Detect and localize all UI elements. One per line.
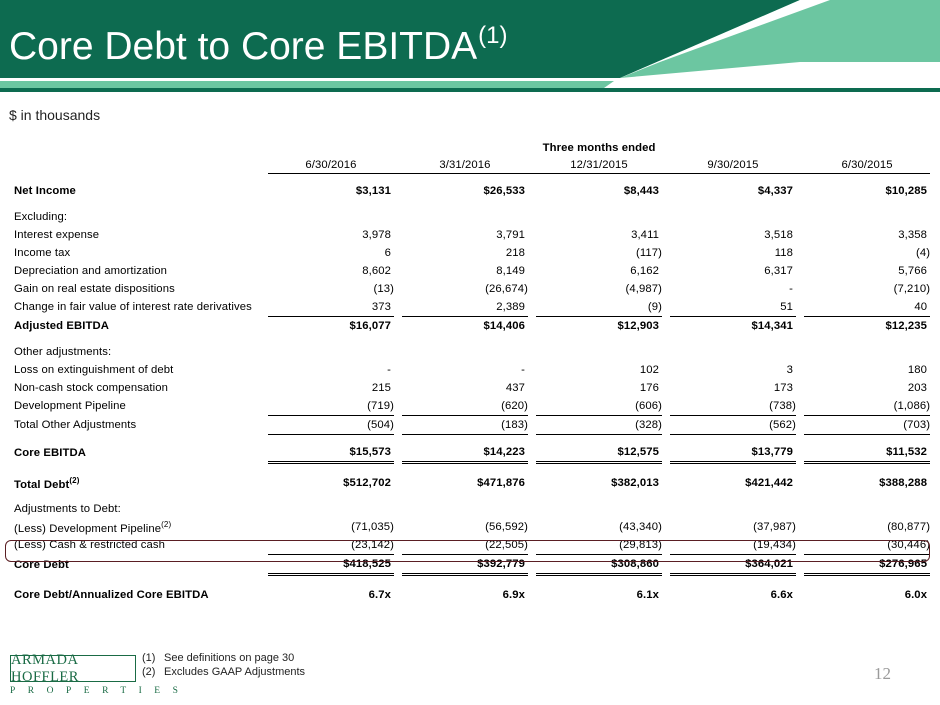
logo-wordmark: ARMADA HOFFLER: [10, 655, 136, 682]
cell-gap: [528, 182, 536, 200]
value-cell: [804, 500, 930, 518]
cell-gap: [796, 474, 804, 492]
table-row: [10, 280, 930, 298]
value-cell: (43,340): [619, 521, 662, 533]
table-row: [10, 262, 930, 280]
cell-gap: [394, 443, 402, 463]
title-banner: [0, 0, 940, 95]
row-label: Other adjustments:: [14, 346, 112, 358]
cell-gap: [796, 361, 804, 379]
cell-gap: [662, 208, 670, 226]
cell-gap: [394, 280, 402, 298]
spacer: [10, 575, 930, 587]
cell-gap: [394, 397, 402, 416]
spacer: [10, 463, 930, 475]
header-spacer: [662, 156, 670, 174]
cell-gap: [796, 182, 804, 200]
value-cell: 6.1x: [636, 589, 659, 601]
value-cell: 5,766: [898, 265, 928, 277]
value-cell: (1,086): [804, 397, 930, 416]
value-cell: 3,791: [496, 229, 525, 241]
row-label: Net Income: [14, 185, 76, 197]
cell-gap: [394, 244, 402, 262]
table-row: [10, 397, 930, 416]
value-cell: [670, 208, 796, 226]
value-cell: 40: [804, 298, 930, 317]
period-header: 6/30/2015: [804, 156, 930, 174]
value-cell: 6.9x: [502, 589, 525, 601]
cell-gap: [260, 500, 268, 518]
footnotes: [142, 651, 305, 679]
value-cell: $4,337: [757, 185, 793, 197]
table-row: [10, 298, 930, 317]
table-row: [10, 416, 930, 435]
value-cell: 180: [907, 364, 928, 376]
value-cell: 215: [371, 382, 391, 394]
value-cell: 6,162: [630, 265, 659, 277]
spacer-row: [10, 200, 930, 208]
value-cell: 218: [505, 247, 525, 259]
cell-gap: [796, 586, 804, 604]
row-label: Gain on real estate dispositions: [14, 283, 175, 295]
period-header-row: [10, 156, 930, 174]
cell-gap: [260, 443, 268, 463]
cell-gap: [662, 379, 670, 397]
value-cell: (504): [268, 416, 394, 435]
header-spacer: [10, 156, 260, 174]
value-cell: 3,411: [631, 229, 659, 241]
value-cell: $15,573: [268, 443, 394, 463]
cell-gap: [260, 182, 268, 200]
value-cell: $12,903: [617, 320, 659, 332]
cell-gap: [528, 317, 536, 336]
value-cell: [804, 208, 930, 226]
value-cell: $12,235: [885, 320, 928, 332]
value-cell: (29,813): [536, 536, 662, 555]
spacer-row: [10, 575, 930, 587]
value-cell: (13): [373, 283, 394, 295]
value-cell: [402, 208, 528, 226]
cell-gap: [394, 474, 402, 492]
row-label: Change in fair value of interest rate derivatives: [14, 301, 252, 314]
table-row: [10, 379, 930, 397]
value-cell: $512,702: [343, 477, 391, 489]
value-cell: $276,965: [804, 555, 930, 575]
cell-gap: [260, 361, 268, 379]
cell-gap: [796, 416, 804, 435]
value-cell: [268, 343, 394, 361]
cell-gap: [260, 280, 268, 298]
cell-gap: [394, 262, 402, 280]
cell-gap: [528, 298, 536, 317]
value-cell: $388,288: [879, 477, 928, 489]
period-header: 3/31/2016: [402, 156, 528, 174]
value-cell: (738): [670, 397, 796, 416]
value-cell: 3: [786, 364, 793, 376]
table-row: [10, 317, 930, 336]
value-cell: 437: [505, 382, 525, 394]
cell-gap: [796, 226, 804, 244]
value-cell: $16,077: [349, 320, 391, 332]
row-label: Income tax: [14, 247, 71, 259]
cell-gap: [394, 379, 402, 397]
row-label: Depreciation and amortization: [14, 265, 167, 277]
footnote-1: (1) See definitions on page 30: [142, 652, 295, 664]
value-cell: [268, 208, 394, 226]
header-spacer: [528, 156, 536, 174]
cell-gap: [528, 586, 536, 604]
value-cell: [670, 343, 796, 361]
value-cell: $308,860: [536, 555, 662, 575]
value-cell: 6.0x: [904, 589, 928, 601]
cell-gap: [662, 262, 670, 280]
value-cell: (22,505): [402, 536, 528, 555]
value-cell: $14,223: [402, 443, 528, 463]
value-cell: 51: [670, 298, 796, 317]
value-cell: 3,518: [764, 229, 793, 241]
cell-gap: [260, 226, 268, 244]
cell-gap: [528, 474, 536, 492]
value-cell: 6,317: [764, 265, 793, 277]
value-cell: (71,035): [351, 521, 394, 533]
value-cell: 118: [774, 247, 793, 259]
cell-gap: [662, 343, 670, 361]
value-cell: [536, 500, 662, 518]
cell-gap: [528, 500, 536, 518]
cell-gap: [528, 361, 536, 379]
value-cell: 373: [268, 298, 394, 317]
cell-gap: [394, 518, 402, 536]
cell-gap: [528, 343, 536, 361]
value-cell: -: [789, 283, 793, 295]
cell-gap: [662, 182, 670, 200]
cell-gap: [662, 361, 670, 379]
cell-gap: [662, 474, 670, 492]
page-title: Core Debt to Core EBITDA$^{(1)}$: [9, 22, 508, 68]
value-cell: (56,592): [485, 521, 528, 533]
cell-gap: [796, 208, 804, 226]
cell-gap: [528, 244, 536, 262]
cell-gap: [394, 182, 402, 200]
value-cell: $11,532: [804, 443, 930, 463]
value-cell: (9): [536, 298, 662, 317]
cell-gap: [394, 500, 402, 518]
period-header: 12/31/2015: [536, 156, 662, 174]
cell-gap: [796, 280, 804, 298]
cell-gap: [796, 262, 804, 280]
value-cell: [402, 500, 528, 518]
cell-gap: [796, 518, 804, 536]
value-cell: $14,406: [483, 320, 525, 332]
cell-gap: [260, 317, 268, 336]
value-cell: (703): [804, 416, 930, 435]
row-label: (Less) Development Pipeline$^{(2)}$: [14, 519, 172, 535]
cell-gap: [796, 379, 804, 397]
cell-gap: [796, 443, 804, 463]
cell-gap: [796, 500, 804, 518]
footnote-ref: (2): [161, 519, 172, 529]
value-cell: (80,877): [887, 521, 931, 533]
value-cell: $364,021: [670, 555, 796, 575]
value-cell: (4): [915, 247, 931, 259]
header-spacer: [394, 156, 402, 174]
value-cell: (183): [402, 416, 528, 435]
cell-gap: [260, 244, 268, 262]
period-group-header: [10, 140, 930, 156]
header-spacer: [260, 156, 268, 174]
title-footnote-ref: (1): [478, 22, 508, 49]
table-row: [10, 586, 930, 604]
value-cell: (19,434): [670, 536, 796, 555]
cell-gap: [796, 343, 804, 361]
cell-gap: [662, 397, 670, 416]
period-group-label: Three months ended: [542, 142, 656, 154]
table-row: [10, 182, 930, 200]
table-row: [10, 343, 930, 361]
row-label: Core Debt/Annualized Core EBITDA: [14, 589, 209, 601]
cell-gap: [394, 317, 402, 336]
value-cell: $471,876: [477, 477, 525, 489]
value-cell: 6.6x: [770, 589, 793, 601]
header-spacer: [10, 140, 260, 156]
table-row: [10, 443, 930, 463]
value-cell: (562): [670, 416, 796, 435]
row-label: Total Other Adjustments: [14, 419, 137, 431]
value-cell: $382,013: [611, 477, 659, 489]
value-cell: 203: [907, 382, 928, 394]
cell-gap: [260, 298, 268, 317]
cell-gap: [394, 343, 402, 361]
value-cell: (7,210): [893, 283, 931, 295]
value-cell: 6: [384, 247, 391, 259]
value-cell: 3,358: [898, 229, 928, 241]
cell-gap: [528, 397, 536, 416]
cell-gap: [662, 416, 670, 435]
value-cell: 6.7x: [368, 589, 391, 601]
row-label: Non-cash stock compensation: [14, 382, 169, 394]
table-row: [10, 474, 930, 492]
value-cell: $10,285: [885, 185, 928, 197]
value-cell: [402, 343, 528, 361]
cell-gap: [528, 262, 536, 280]
value-cell: [804, 343, 930, 361]
spacer: [10, 200, 930, 208]
cell-gap: [528, 416, 536, 435]
cell-gap: [260, 397, 268, 416]
financial-table: [10, 140, 930, 604]
value-cell: 3,978: [362, 229, 391, 241]
cell-gap: [796, 244, 804, 262]
value-cell: (37,987): [753, 521, 796, 533]
cell-gap: [528, 379, 536, 397]
value-cell: (719): [268, 397, 394, 416]
row-label: Loss on extinguishment of debt: [14, 364, 174, 376]
footnote-ref: (2): [69, 475, 80, 485]
value-cell: $26,533: [483, 185, 525, 197]
value-cell: 2,389: [402, 298, 528, 317]
units-label: $ in thousands: [9, 107, 101, 123]
row-label: Total Debt$^{(2)}$: [14, 475, 80, 491]
cell-gap: [260, 518, 268, 536]
cell-gap: [260, 379, 268, 397]
ratio-highlight-box: [5, 540, 930, 562]
value-cell: (23,142): [268, 536, 394, 555]
row-label: (Less) Cash & restricted cash: [14, 539, 166, 552]
table-row: [10, 500, 930, 518]
table-row: [10, 244, 930, 262]
value-cell: -: [521, 364, 525, 376]
cell-gap: [394, 226, 402, 244]
cell-gap: [662, 586, 670, 604]
cell-gap: [796, 317, 804, 336]
cell-gap: [796, 397, 804, 416]
cell-gap: [260, 343, 268, 361]
value-cell: 8,149: [496, 265, 525, 277]
spacer-row: [10, 335, 930, 343]
cell-gap: [260, 416, 268, 435]
period-header: 6/30/2016: [268, 156, 394, 174]
value-cell: $392,779: [402, 555, 528, 575]
value-cell: [536, 343, 662, 361]
spacer: [10, 435, 930, 444]
cell-gap: [662, 518, 670, 536]
header-spacer: [260, 140, 268, 156]
value-cell: $8,443: [623, 185, 659, 197]
table-row: [10, 208, 930, 226]
value-cell: (620): [402, 397, 528, 416]
cell-gap: [662, 298, 670, 317]
cell-gap: [394, 586, 402, 604]
value-cell: $13,779: [670, 443, 796, 463]
header-spacer: [796, 156, 804, 174]
row-label: Interest expense: [14, 229, 100, 241]
value-cell: 8,602: [362, 265, 391, 277]
value-cell: [268, 500, 394, 518]
value-cell: (606): [536, 397, 662, 416]
value-cell: $3,131: [355, 185, 391, 197]
value-cell: (117): [635, 247, 662, 259]
value-cell: [536, 208, 662, 226]
table-row: [10, 361, 930, 379]
cell-gap: [528, 280, 536, 298]
value-cell: (4,987): [625, 283, 662, 295]
cell-gap: [796, 298, 804, 317]
value-cell: [670, 500, 796, 518]
spacer-row: [10, 463, 930, 475]
cell-gap: [662, 280, 670, 298]
spacer-row: [10, 174, 930, 183]
cell-gap: [260, 208, 268, 226]
value-cell: $12,575: [536, 443, 662, 463]
cell-gap: [662, 244, 670, 262]
row-label: Core Debt: [14, 558, 69, 571]
value-cell: 102: [639, 364, 659, 376]
row-label: Core EBITDA: [14, 446, 87, 459]
cell-gap: [394, 416, 402, 435]
cell-gap: [260, 586, 268, 604]
period-header: 9/30/2015: [670, 156, 796, 174]
row-label: Adjustments to Debt:: [14, 503, 121, 515]
logo-subtitle: PROPERTIES: [10, 686, 191, 696]
cell-gap: [260, 474, 268, 492]
page-number: 12: [874, 664, 891, 683]
cell-gap: [528, 443, 536, 463]
value-cell: $421,442: [745, 477, 793, 489]
spacer: [10, 492, 930, 500]
cell-gap: [394, 208, 402, 226]
cell-gap: [662, 226, 670, 244]
cell-gap: [528, 208, 536, 226]
spacer: [10, 174, 930, 183]
footnote-2: (2) Excludes GAAP Adjustments: [142, 666, 306, 678]
value-cell: 173: [773, 382, 793, 394]
cell-gap: [528, 226, 536, 244]
row-label: Excluding:: [14, 211, 68, 223]
cell-gap: [394, 361, 402, 379]
cell-gap: [528, 518, 536, 536]
value-cell: $418,525: [268, 555, 394, 575]
value-cell: $14,341: [751, 320, 793, 332]
row-label: Development Pipeline: [14, 400, 126, 413]
table-row: [10, 226, 930, 244]
value-cell: (26,674): [485, 283, 528, 295]
value-cell: (30,446): [804, 536, 930, 555]
spacer-row: [10, 492, 930, 500]
cell-gap: [260, 262, 268, 280]
row-label: Adjusted EBITDA: [14, 319, 110, 332]
cell-gap: [662, 443, 670, 463]
value-cell: 176: [639, 382, 659, 394]
cell-gap: [662, 500, 670, 518]
value-cell: -: [387, 364, 391, 376]
spacer: [10, 335, 930, 343]
spacer-row: [10, 435, 930, 444]
value-cell: (328): [536, 416, 662, 435]
company-logo: [10, 651, 191, 696]
cell-gap: [662, 317, 670, 336]
cell-gap: [394, 298, 402, 317]
table-row: [10, 518, 930, 536]
